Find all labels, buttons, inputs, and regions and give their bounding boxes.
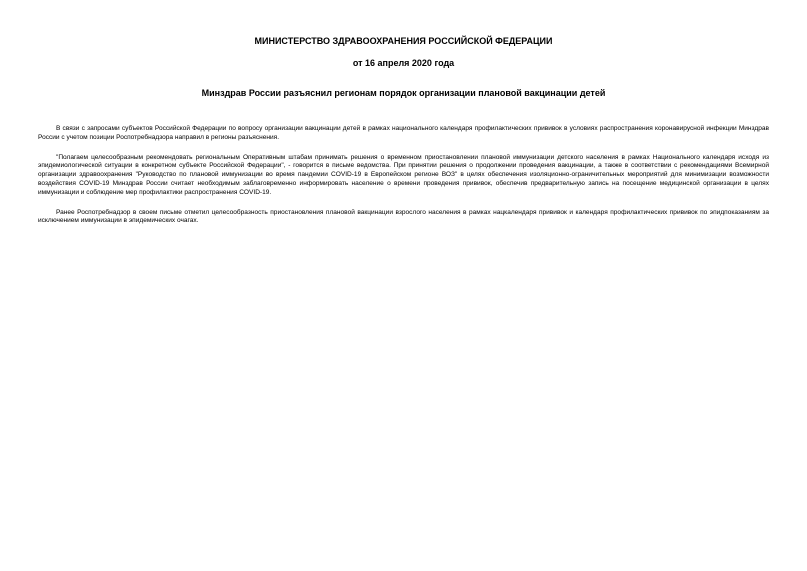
ministry-heading: МИНИСТЕРСТВО ЗДРАВООХРАНЕНИЯ РОССИЙСКОЙ ФЕДЕРАЦИИ <box>254 36 553 46</box>
paragraph-1: В связи с запросами субъектов Российской Федерации по вопросу организации вакцинации детей в рамках национального календаря профилактических прививок в условиях распространения коронавирусной инфекции Минздрав России с учетом позиции Роспотребнадзора направил в регионы разъяснения. <box>38 125 769 141</box>
document-headline: Минздрав России разъяснил регионам порядок организации плановой вакцинации детей <box>201 88 606 98</box>
document-date: от 16 апреля 2020 года <box>352 58 455 68</box>
document-body <box>38 125 769 237</box>
paragraph-2: "Полагаем целесообразным рекомендовать региональным Оперативным штабам принимать решения о временном приостановлении плановой иммунизации детского населения в рамках Национального календаря исходя из эпидемиологической ситуации в конкретном субъекте Российской Федерации", - говорится в письме ведомства. При принятии решения о продолжении проведения вакцинации, а также в соответствии с рекомендациями Всемирной организации здравоохранения "Руководство по плановой иммунизации во время пандемии COVID-19 в Европейском регионе ВОЗ" в целях обеспечения изоляционно-ограничительных мероприятий для минимизации возможности воздействия COVID-19 Минздрав России считает необходимым заблаговременно информировать население о времени проведения прививок, обеспечив предварительную запись на посещение медицинской организации в целях иммунизации и соблюдение мер профилактики распространения COVID-19. <box>38 153 769 196</box>
paragraph-3: Ранее Роспотребнадзор в своем письме отметил целесообразность приостановления плановой вакцинации взрослого населения в рамках нацкалендаря прививок и календаря профилактических прививок по эпидпоказаниям за исключением иммунизации в эпидемических очагах. <box>38 208 769 225</box>
